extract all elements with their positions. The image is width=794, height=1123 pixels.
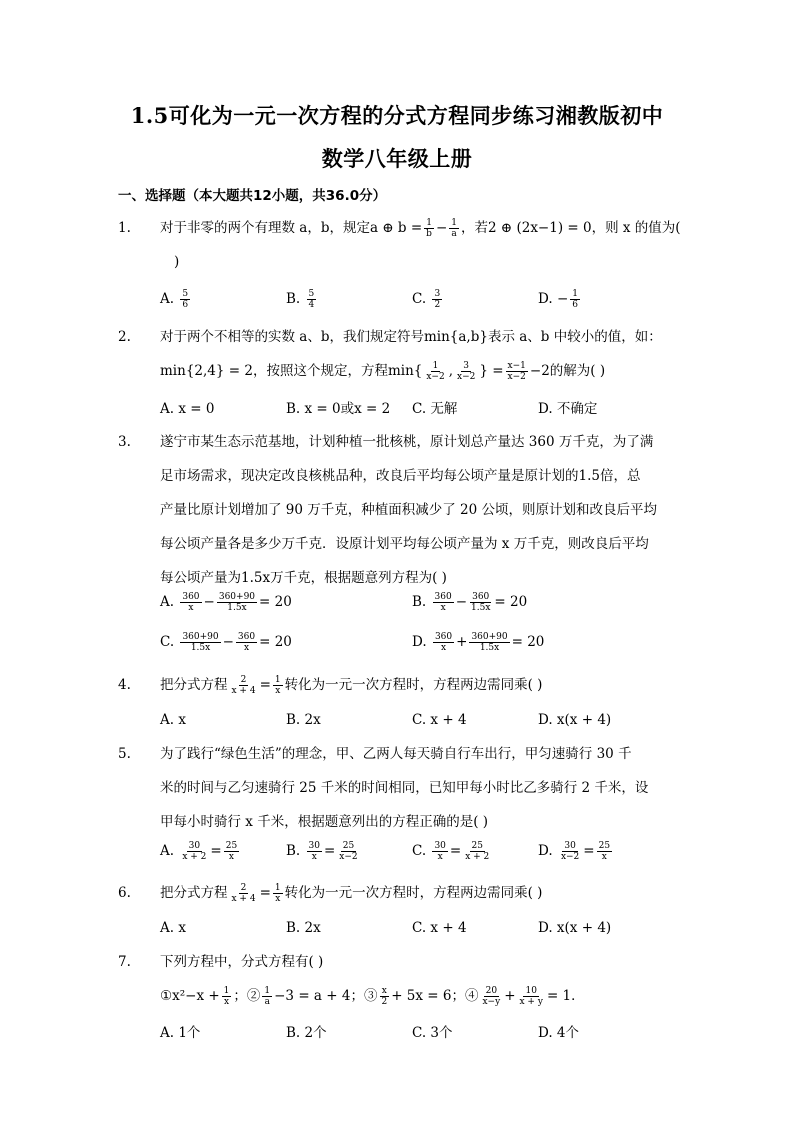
option-b[interactable]: B. $\frac{30}{x}$ = $\frac{25}{x-2}$ [286,841,358,862]
question-text [160,425,680,595]
option-b[interactable]: B. 2x [286,920,321,936]
question-number: 6. [118,885,131,901]
option-a[interactable]: A. x [160,712,186,728]
question-text: 把分式方程 $\frac{2}{x + 4}$ = $\frac{1}{x}$ 转化为一元一次方程时，方程两边需同乘( ) [160,883,543,904]
q3-options-row2 [160,627,700,657]
q6-options [160,913,700,943]
q1-text-b: ，若2 ⊕ (2x−1) = 0，则 x 的值为( [460,220,681,236]
fraction: $\frac{1}{a}$ [451,218,457,239]
question-text: 把分式方程 $\frac{2}{x + 4}$ = $\frac{1}{x}$ 转化为一元一次方程时，方程两边需同乘( ) [160,675,543,696]
q2-line2-a: min{2,4} = 2，按照这个规定，方程min{ [160,363,423,379]
option-b[interactable]: B. $\frac{5}{4}$ [286,289,315,310]
q5-options [160,836,700,866]
option-a[interactable]: A. $\frac{360}{x}$ − $\frac{360+90}{1.5x}$ = 20 [160,592,292,613]
option-a[interactable]: A. x = 0 [160,401,215,417]
page-title-line2: 数学八年级上册 [321,146,473,171]
option-d[interactable]: D. 不确定 [538,401,598,417]
q7-equations: ①x²−x + $\frac{1}{x}$ ；② $\frac{1}{a}$ −3 = a + 4；③ $\frac{x}{2}$ + 5x = 6；④ $\frac{20}{x-y}$ + $\frac{10}{x + y}$ = 1． [160,986,585,1007]
section-heading: 一、选择题（本大题共12小题，共36.0分） [118,188,387,204]
question-number: 3. [118,434,131,450]
q3-line: 足市场需求，现决定改良核桃品种，改良后平均每公顷产量是原计划的1.5倍，总 [160,468,641,484]
question-text [160,945,680,1013]
option-d[interactable]: D. x(x + 4) [538,712,612,728]
option-d[interactable]: D. − $\frac{1}{6}$ [538,289,578,310]
option-d[interactable]: D. 4个 [538,1025,580,1041]
question-text: 对于两个不相等的实数 a、b，我们规定符号min{a,b}表示 a、b 中较小的值，如： min{2,4} = 2，按照这个规定，方程min{ $\frac{1}{x-2}$ , $\frac{3}{x-2}$ } = $\frac{x-1}{x-2}$ −2的解为( ) [160,320,680,388]
page-title-line1: 1.5可化为一元一次方程的分式方程同步练习湘教版初中 [130,103,664,128]
q5-line: 为了践行“绿色生活”的理念，甲、乙两人每天骑自行车出行，甲匀速骑行 30 千 [160,746,632,762]
option-c[interactable]: C. $\frac{3}{2}$ [412,289,441,310]
q4-options [160,705,700,735]
option-d[interactable]: D. $\frac{360}{x}$ + $\frac{360+90}{1.5x}$ = 20 [412,632,545,653]
q5-line: 甲每小时骑行 x 千米，根据题意列出的方程正确的是( ) [160,814,489,830]
q3-options-row1 [160,587,700,617]
option-a[interactable]: A. $\frac{5}{6}$ [160,289,189,310]
option-c[interactable]: C. 无解 [412,401,458,417]
q7-text: 下列方程中，分式方程有( ) [160,954,324,970]
q1-minus: − [435,220,448,236]
q5-line: 米的时间与乙匀速骑行 25 千米的时间相同，已知甲每小时比乙多骑行 2 千米，设 [160,780,649,796]
option-a[interactable]: A. x [160,920,186,936]
option-b[interactable]: B. $\frac{360}{x}$ − $\frac{360}{1.5x}$ = 20 [412,592,528,613]
option-c[interactable]: C. $\frac{360+90}{1.5x}$ − $\frac{360}{x}$ = 20 [160,632,292,653]
question-number: 4. [118,677,131,693]
option-a[interactable]: A. 1个 [160,1025,201,1041]
q1-text-a: 对于非零的两个有理数 a，b，规定a ⊕ b = [160,220,423,236]
option-c[interactable]: C. x + 4 [412,920,467,936]
option-c[interactable]: C. x + 4 [412,712,467,728]
q7-options [160,1018,700,1048]
option-c[interactable]: C. 3个 [412,1025,453,1041]
question-text [160,211,680,279]
option-c[interactable]: C. $\frac{30}{x}$ = $\frac{25}{x + 2}$ [412,841,490,862]
question-number: 7. [118,954,131,970]
question-text [160,737,680,839]
q1-text-c: ) [174,254,180,270]
q3-line: 每公顷产量为1.5x万千克，根据题意列方程为( ) [160,570,447,586]
option-d[interactable]: D. x(x + 4) [538,920,612,936]
q2-options [160,394,700,424]
q1-options [160,284,700,314]
question-number: 5. [118,746,131,762]
option-d[interactable]: D. $\frac{30}{x-2}$ = $\frac{25}{x}$ [538,841,611,862]
option-b[interactable]: B. 2个 [286,1025,327,1041]
option-a[interactable]: A. $\frac{30}{x + 2}$ = $\frac{25}{x}$ [160,841,238,862]
option-b[interactable]: B. 2x [286,712,321,728]
question-number: 2. [118,329,131,345]
q3-line: 产量比原计划增加了 90 万千克，种植面积减少了 20 公顷，则原计划和改良后平均 [160,502,658,518]
fraction: $\frac{1}{b}$ [426,218,432,239]
q3-line: 遂宁市某生态示范基地，计划种植一批核桃，原计划总产量达 360 万千克，为了满 [160,434,654,450]
q2-line1: 对于两个不相等的实数 a、b，我们规定符号min{a,b}表示 a、b 中较小的值，如： [160,329,662,345]
q3-line: 每公顷产量各是多少万千克．设原计划平均每公顷产量为 x 万千克，则改良后平均 [160,536,649,552]
option-b[interactable]: B. x = 0或x = 2 [286,401,391,417]
question-number: 1. [118,220,131,236]
